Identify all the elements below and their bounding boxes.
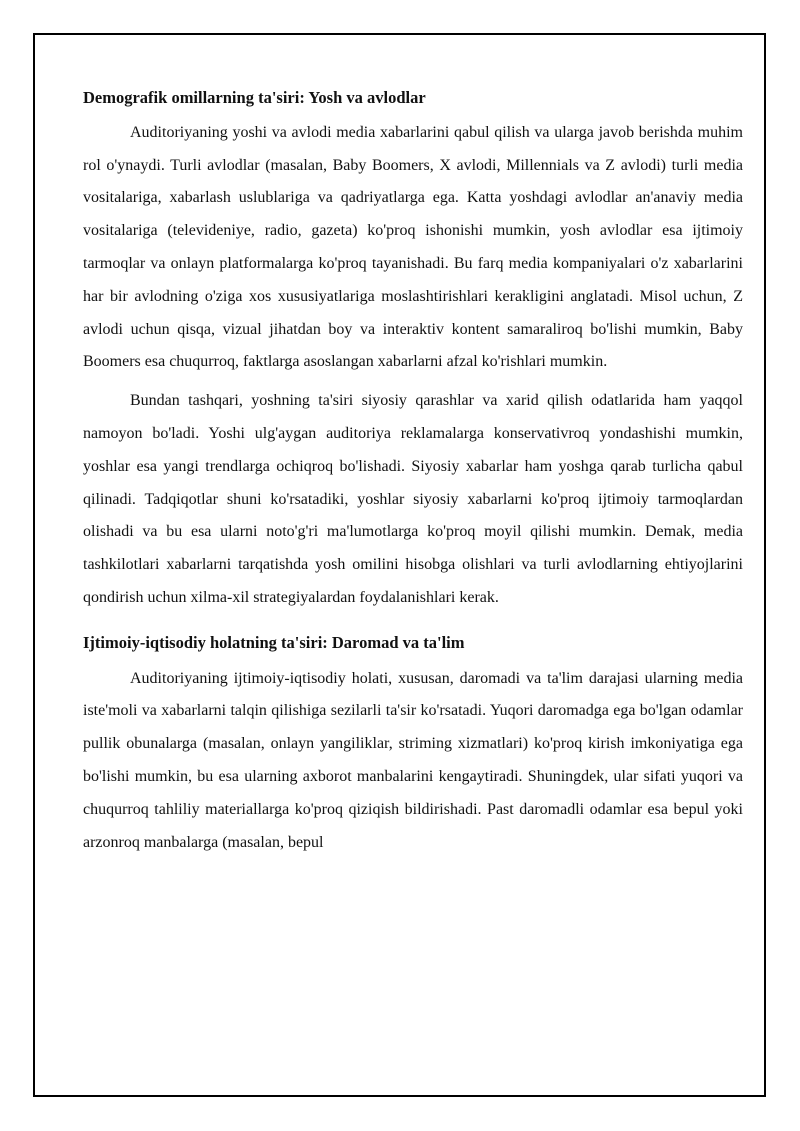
- paragraph-age-influence: Bundan tashqari, yoshning ta'siri siyosiy qarashlar va xarid qilish odatlarida ham yaqqol namoyon bo'ladi. Yoshi ulg'aygan auditoriya reklamalarga konservativroq yondashishi mumkin, yoshlar esa yangi trendlarga ochiqroq bo'lishadi. Siyosiy xabarlar ham yoshga qarab turlicha qabul qilinadi. Tadqiqotlar shuni ko'rsatadiki, yoshlar siyosiy xabarlarni ko'proq ijtimoiy tarmoqlardan olishadi va bu esa ularni noto'g'ri ma'lumotlarga ko'proq moyil qilishi mumkin. Demak, media tashkilotlari xabarlarni tarqatishda yosh omilini hisobga olishlari va turli avlodlarning ehtiyojlarini qondirish uchun xilma-xil strategiyalardan foydalanishlari kerak.: [83, 392, 743, 606]
- section-heading-socioeconomic: Ijtimoiy-iqtisodiy holatning ta'siri: Daromad va ta'lim: [83, 632, 465, 652]
- paragraph-income-education: Auditoriyaning ijtimoiy-iqtisodiy holati, xususan, daromadi va ta'lim darajasi ularning media iste'moli va xabarlarni talqin qilishiga sezilarli ta'sir ko'rsatadi. Yuqori daromadga ega bo'lgan odamlar pullik obunalarga (masalan, onlayn yangiliklar, striming xizmatlari) ko'proq kirish imkoniyatiga ega bo'lishi mumkin, bu esa ularning axborot manbalarini kengaytiradi. Shuningdek, ular sifati yuqori va chuqurroq tahliliy materiallarga ko'proq qiziqish bildirishadi. Past daromadli odamlar esa bepul yoki arzonroq manbalarga (masalan, bepul: [83, 669, 743, 851]
- paragraph-age-generations: Auditoriyaning yoshi va avlodi media xabarlarini qabul qilish va ularga javob berishda muhim rol o'ynaydi. Turli avlodlar (masalan, Baby Boomers, X avlodi, Millennials va Z avlodi) turli media vositalariga, xabarlash uslublariga va qadriyatlarga ega. Katta yoshdagi avlodlar an'anaviy media vositalariga (televideniye, radio, gazeta) ko'proq ishonishi mumkin, yosh avlodlar esa ijtimoiy tarmoqlar va onlayn platformalarga ko'proq tayanishadi. Bu farq media kompaniyalari o'z xabarlarini har bir avlodning o'ziga xos xususiyatlariga moslashtirishlari kerakligini anglatadi. Misol uchun, Z avlodi uchun qisqa, vizual jihatdan boy va interaktiv kontent samaraliroq bo'lishi mumkin, Baby Boomers esa chuqurroq, faktlarga asoslangan xabarlarni afzal ko'rishlari mumkin.: [83, 123, 743, 371]
- document-body: [83, 82, 743, 859]
- section-heading-demographics: Demografik omillarning ta'siri: Yosh va avlodlar: [83, 88, 426, 107]
